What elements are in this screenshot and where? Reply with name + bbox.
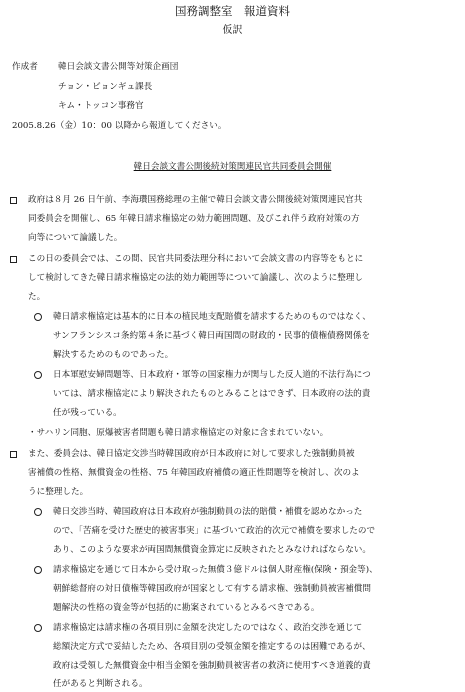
note-line: ・サハリン同胞、原爆被害者問題も韓日請求権協定の対象に含まれていない。 (28, 428, 329, 438)
circle-bullet-icon (34, 371, 42, 379)
paragraph-line: 向等について論議した。 (28, 233, 123, 243)
list-item-line: 解決するためのものであった。 (53, 350, 174, 360)
list-item-line: いては、請求権協定により解決されたものとみることはできず、日本政府の法的責 (53, 389, 371, 399)
list-item-line: あり、このような要求が両国間無償資金算定に反映されたとみなければならない。 (53, 545, 371, 555)
list-item-line: 請求権協定を通じて日本から受け取った無償３億ドルは個人財産権(保険・預金等)、 (53, 565, 378, 575)
list-item-line: 韓日交渉当時、韓国政府は日本政府が強制動員の法的賠償・補償を認めなかった (53, 507, 363, 517)
paragraph-line: また、委員会は、韓日協定交渉当時韓国政府が日本政府に対して要求した強制動員被 (28, 449, 355, 459)
document-title: 国務調整室 報道資料 (175, 4, 290, 18)
paragraph-line: うに整理した。 (28, 487, 89, 497)
paragraph-line: た。 (28, 292, 46, 302)
paragraph-line: 同委員会を開催し、65 年韓日請求権協定の効力範囲問題、及びこれ伴う政府対策の方 (28, 214, 360, 224)
paragraph-line: 政府は８月 26 日午前、李海瓚国務総理の主催で韓日会談文書公開後続対策関連民官共 (28, 195, 363, 205)
paragraph-line: して検討してきた韓日請求権協定の法的効力範囲等について論議し、次のように整理し (28, 273, 363, 283)
contact-person-1: チョン・ビョンギュ課長 (58, 82, 153, 92)
list-item-line: 日本軍慰安婦問題等、日本政府・軍等の国家権力が関与した反人道的不法行為につ (53, 370, 371, 380)
checkbox-bullet-icon (10, 451, 17, 458)
list-item-line: 任があると判断される。 (53, 679, 148, 689)
document-subtitle: 仮訳 (222, 25, 243, 36)
list-item-line: ので、「苦痛を受けた歴史的被害事実」に基づいて政治的次元で補償を要求したので (53, 526, 376, 536)
list-item-line: 題解決の性格の資金等が包括的に勘案されているとみるべきである。 (53, 603, 320, 613)
author-label: 作成者 (12, 62, 38, 72)
list-item-line: 請求権協定は請求権の各項目別に金額を決定したのではなく、政治交渉を通じて (53, 623, 363, 633)
list-item-line: サンフランシスコ条約第４条に基づく韓日両国間の財政的・民事的債権債務関係を (53, 331, 371, 341)
section-heading: 韓日会談文書公開後続対策関連民官共同委員会開催 (133, 162, 332, 172)
paragraph-line: 害補償の性格、無償資金の性格、75 年韓国政府補償の適正性問題等を検討し、次のよ (28, 468, 360, 478)
circle-bullet-icon (34, 624, 42, 632)
circle-bullet-icon (34, 566, 42, 574)
list-item-line: 政府は受領した無償資金中相当金額を強制動員被害者の救済に使用すべき道義的責 (53, 661, 371, 671)
release-time: 2005.8.26（金）10：00 以降から報道してください。 (12, 121, 227, 131)
list-item-line: 総額決定方式で妥結したため、各項目別の受領金額を推定するのは困難であるが、 (53, 642, 371, 652)
checkbox-bullet-icon (10, 256, 17, 263)
list-item-line: 朝鮮総督府の対日債権等韓国政府が国家として有する請求権、強制動員被害補償問 (53, 584, 371, 594)
circle-bullet-icon (34, 508, 42, 516)
contact-person-2: キム・トッコン事務官 (58, 101, 144, 111)
list-item-line: 任が残っている。 (53, 408, 122, 418)
checkbox-bullet-icon (10, 197, 17, 204)
author-org: 韓日会談文書公開等対策企画団 (58, 62, 179, 72)
circle-bullet-icon (34, 313, 42, 321)
paragraph-line: この日の委員会では、この間、民官共同委法理分科において会談文書の内容等をもとに (28, 254, 364, 264)
list-item-line: 韓日請求権協定は基本的に日本の植民地支配賠償を請求するためのものではなく、 (53, 312, 371, 322)
